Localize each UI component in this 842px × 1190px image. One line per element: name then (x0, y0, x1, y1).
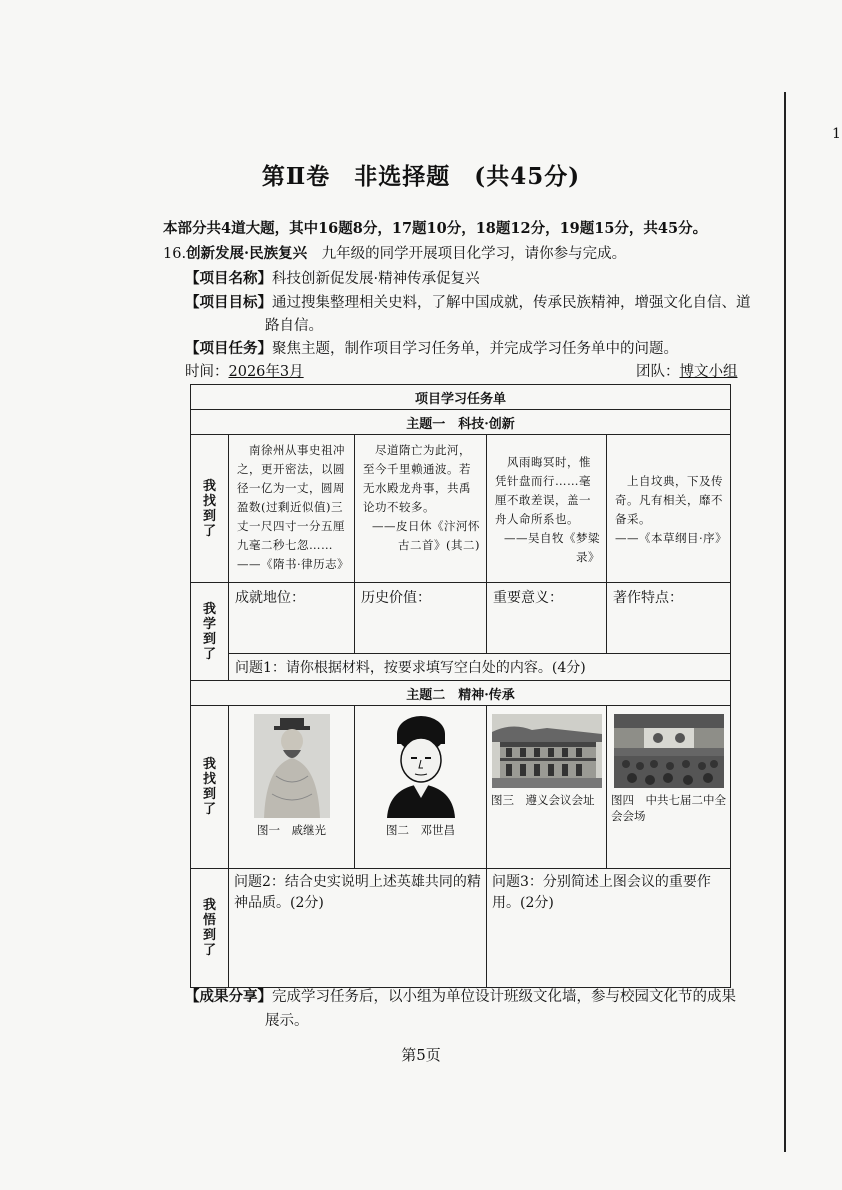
page-edge-marker: 1 (832, 126, 841, 142)
figure-2-caption: 图二 邓世昌 (386, 823, 455, 837)
figure-4-caption: 图四 中共七届二中全会会场 (611, 793, 726, 823)
project-goal-line1: 通过搜集整理相关史料，了解中国成就，传承民族精神，增强文化自信、道 (272, 295, 751, 311)
figure-3-caption: 图三 遵义会议会址 (491, 793, 595, 807)
result-share-label: 【成果分享】 (185, 988, 272, 1005)
result-share-line1: 完成学习任务后，以小组为单位设计班级文化墙，参与校园文化节的成果 (272, 989, 736, 1005)
team-value: 博文小组 (679, 364, 738, 380)
section-title: 第Ⅱ卷 非选择题 (共45分) (261, 163, 581, 190)
answer-cell-question-2[interactable]: 问题2：结合史实说明上述英雄共同的精神品质。(2分) (229, 869, 487, 988)
side-label-found-2: 我 找 到 了 (191, 706, 229, 869)
task-sheet-table (190, 384, 731, 988)
result-share (185, 985, 736, 1006)
project-goal (185, 291, 751, 312)
figure-1-cell (229, 706, 355, 869)
project-task-label: 【项目任务】 (185, 340, 272, 357)
question-stem-text: 九年级的同学开展项目化学习，请你参与完成。 (307, 246, 627, 262)
project-name-label: 【项目名称】 (185, 270, 272, 287)
source-suishu: 南徐州从事史祖冲之，更开密法，以圆径一亿为一丈，圆周盈数(过剩近似值)三丈一尺四寸一分五厘九毫二秒七忽…… ——《隋书·律历志》 (229, 435, 355, 583)
portrait-qi-jiguang (254, 714, 330, 818)
portrait-deng-shichang (381, 714, 461, 818)
side-label-learned: 我 学 到 了 (191, 583, 229, 681)
project-goal-label: 【项目目标】 (185, 294, 272, 311)
figure-1-caption: 图一 戚继光 (257, 823, 326, 837)
task-sheet-title: 项目学习任务单 (191, 385, 731, 410)
project-name (185, 267, 480, 288)
binding-margin-line (784, 92, 786, 1152)
page-number: 第5页 (401, 1046, 441, 1064)
answer-cell-book-feature[interactable]: 著作特点： (607, 583, 731, 654)
time-label: 时间： (185, 364, 229, 380)
photo-second-plenary-session (614, 714, 724, 788)
source-mengliang: 风雨晦冥时，惟凭针盘而行……毫厘不敢差误，盖一舟人命所系也。 ——吴自牧《梦粱录》 (487, 435, 607, 583)
theme1-title: 主题一 科技·创新 (191, 410, 731, 435)
project-goal-line2: 路自信。 (265, 318, 323, 334)
project-team (636, 360, 738, 381)
project-time (185, 360, 304, 381)
project-task (185, 337, 678, 358)
answer-cell-question-3[interactable]: 问题3：分别简述上图会议的重要作用。(2分) (487, 869, 731, 988)
answer-cell-achievement[interactable]: 成就地位： (229, 583, 355, 654)
answer-cell-significance[interactable]: 重要意义： (487, 583, 607, 654)
project-name-value: 科技创新促发展·精神传承促复兴 (272, 271, 480, 287)
question-topic: 创新发展·民族复兴 (186, 245, 308, 262)
side-label-found-1: 我 找 到 了 (191, 435, 229, 583)
question-number: 16. (163, 246, 187, 262)
theme2-title: 主题二 精神·传承 (191, 681, 731, 706)
answer-cell-historical-value[interactable]: 历史价值： (355, 583, 487, 654)
figure-3-cell (487, 706, 607, 869)
photo-zunyi-meeting-site (492, 714, 602, 788)
source-bianhe: 尽道隋亡为此河，至今千里赖通波。若无水殿龙舟事，共禹论功不较多。 ——皮日休《汴河怀古二首》(其二) (355, 435, 487, 583)
project-task-value: 聚焦主题，制作项目学习任务单，并完成学习任务单中的问题。 (272, 341, 678, 357)
question-1: 问题1：请你根据材料，按要求填写空白处的内容。(4分) (229, 654, 731, 681)
result-share-line2: 展示。 (265, 1013, 309, 1029)
team-label: 团队： (636, 364, 680, 380)
source-bencao: 上自坟典，下及传奇。凡有相关，靡不备采。 ——《本草纲目·序》 (607, 435, 731, 583)
question-16-stem (163, 242, 626, 263)
figure-2-cell (355, 706, 487, 869)
section-intro: 本部分共4道大题，其中16题8分，17题10分，18题12分，19题15分，共45分。 (163, 220, 708, 237)
side-label-realized: 我 悟 到 了 (191, 869, 229, 988)
figure-4-cell (607, 706, 731, 869)
time-value: 2026年3月 (228, 364, 304, 380)
